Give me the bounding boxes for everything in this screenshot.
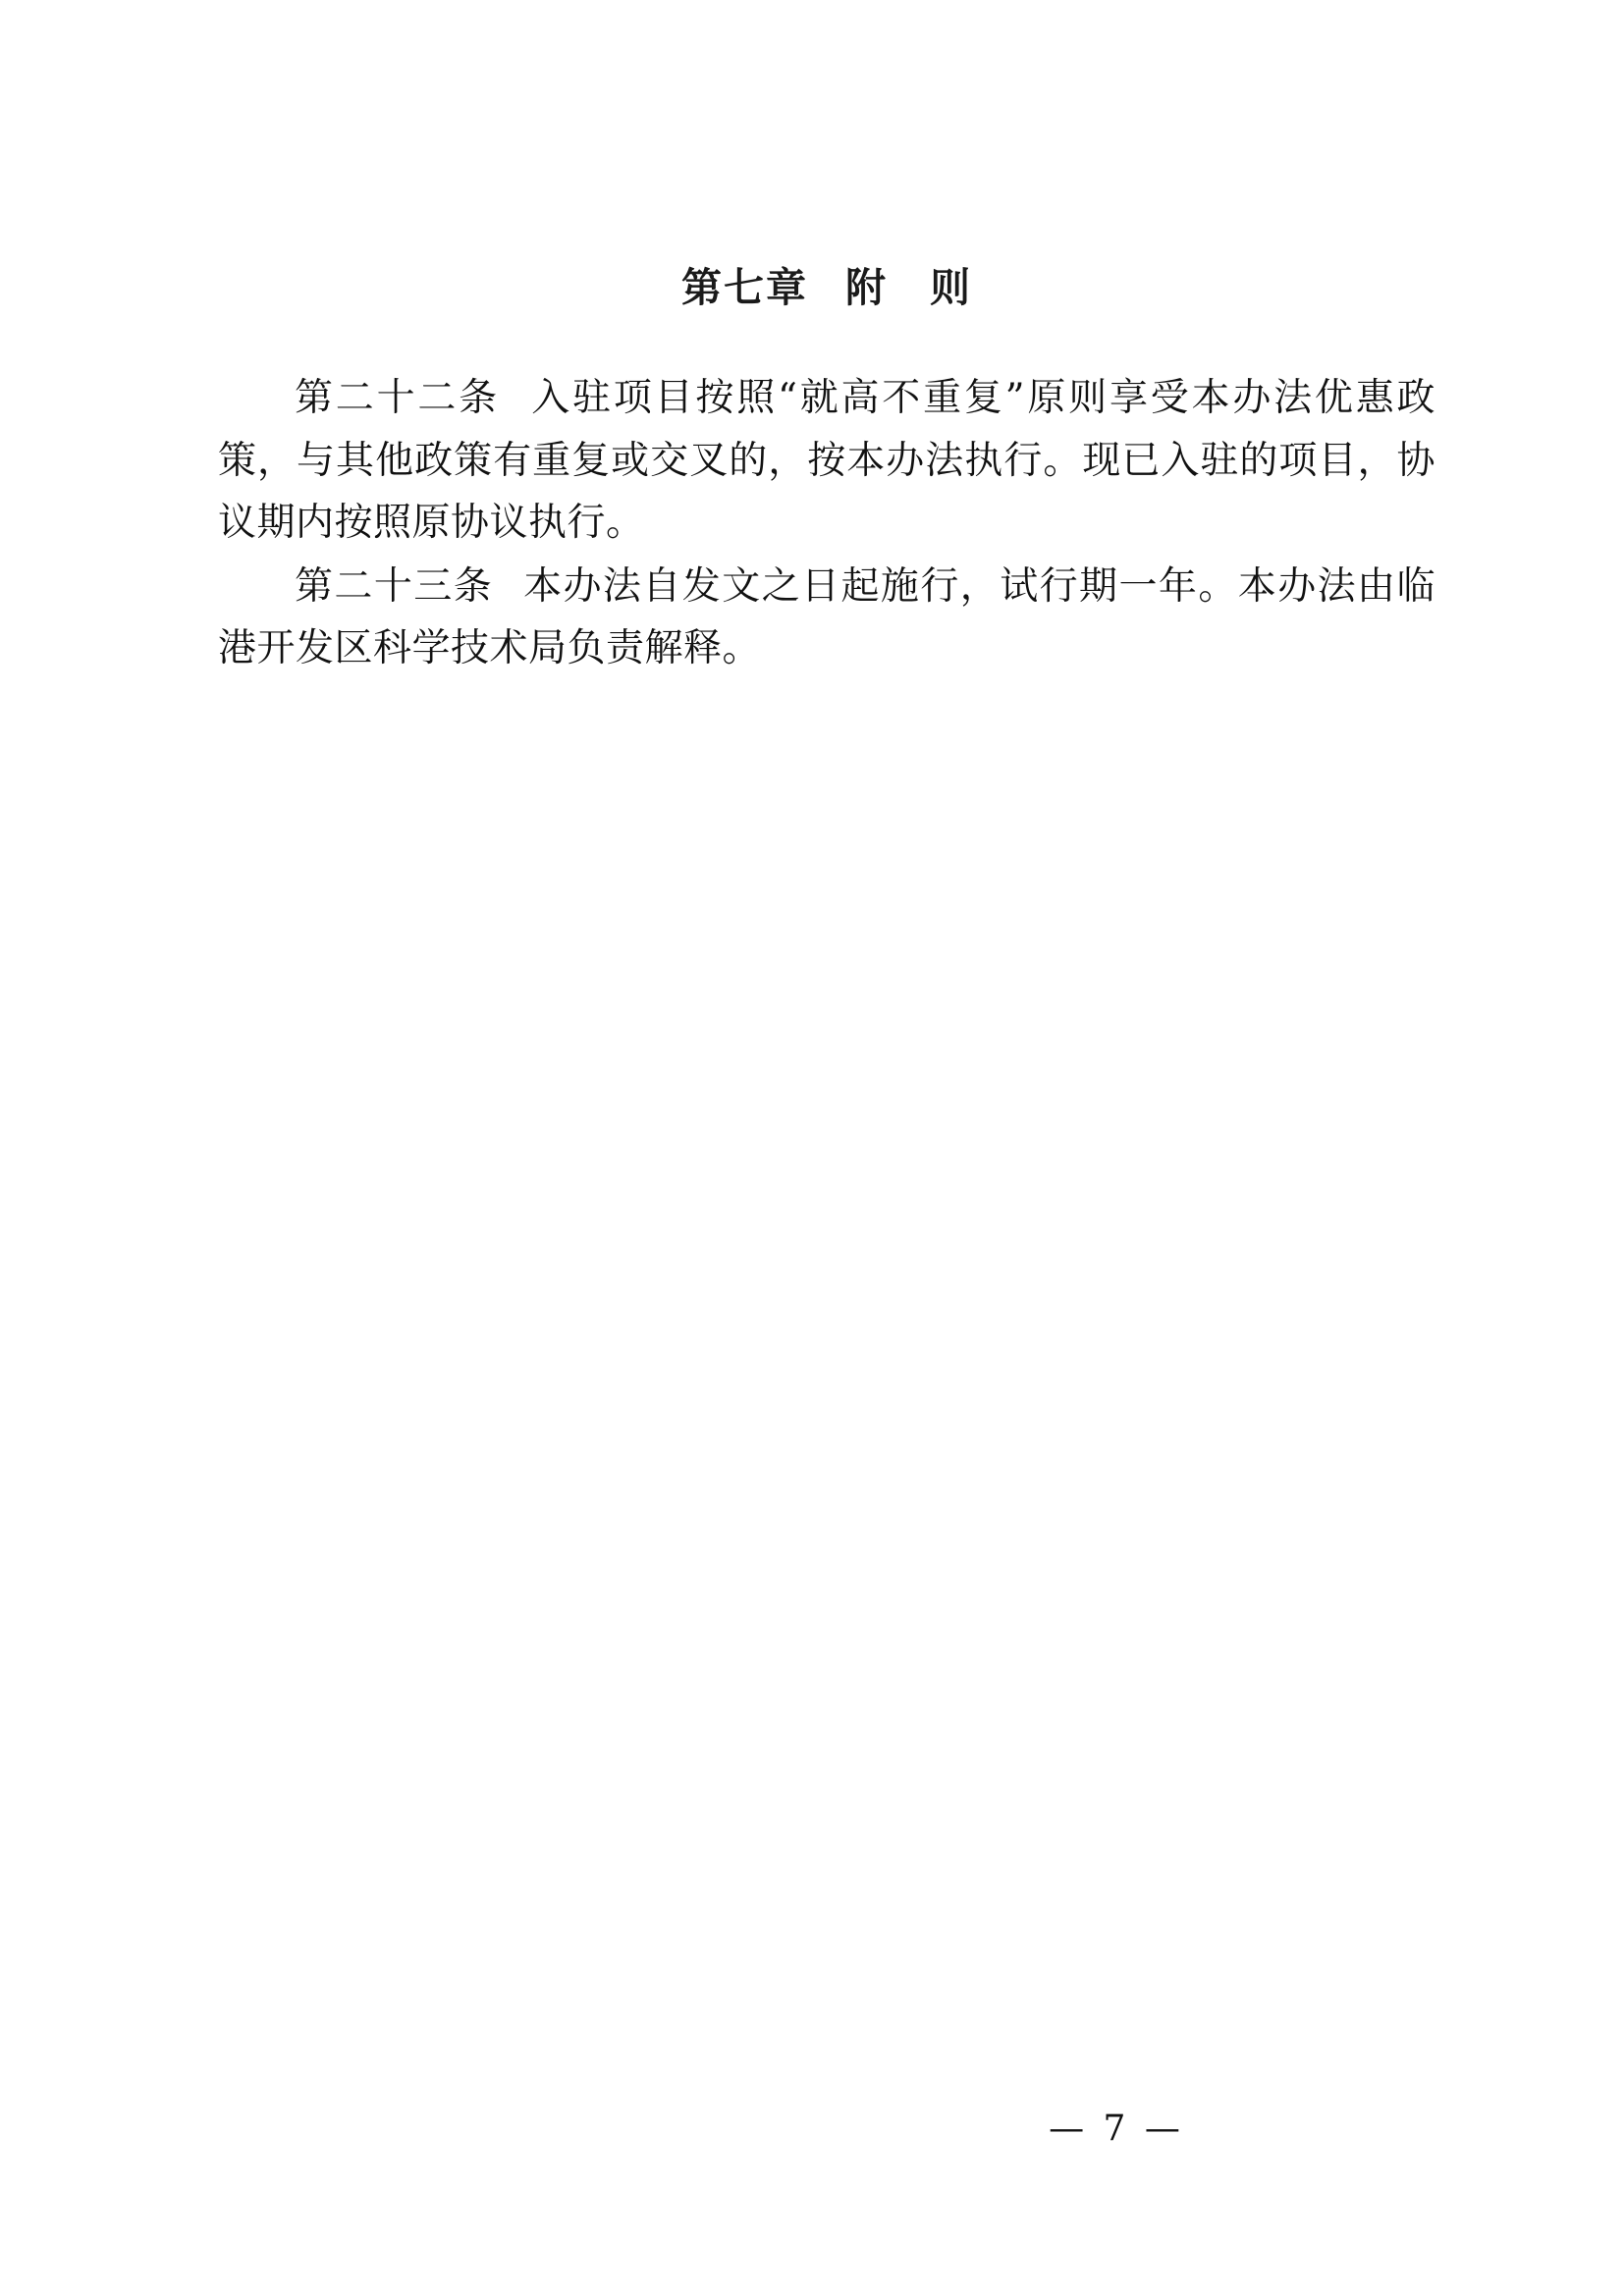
article-paragraph — [218, 556, 1435, 679]
article-label: 第二十二条 — [295, 376, 500, 421]
article-text: 入驻项目按照“就高不重复”原则享受本办法优惠政策，与其他政策有重复或交叉的，按本办法执行。现已入驻的项目，协议期内按照原协议执行。 — [218, 376, 1435, 545]
article-label: 第二十三条 — [295, 563, 494, 609]
page-content — [218, 260, 1435, 681]
chapter-heading — [218, 260, 1435, 316]
chapter-number: 第七章 — [681, 265, 808, 310]
article-text: 本办法自发文之日起施行，试行期一年。本办法由临港开发区科学技术局负责解释。 — [218, 563, 1435, 671]
page-number: — 7 — — [1049, 2109, 1184, 2149]
article-paragraph — [218, 367, 1435, 554]
chapter-title: 附 则 — [845, 265, 972, 310]
page-footer — [0, 2109, 1624, 2149]
